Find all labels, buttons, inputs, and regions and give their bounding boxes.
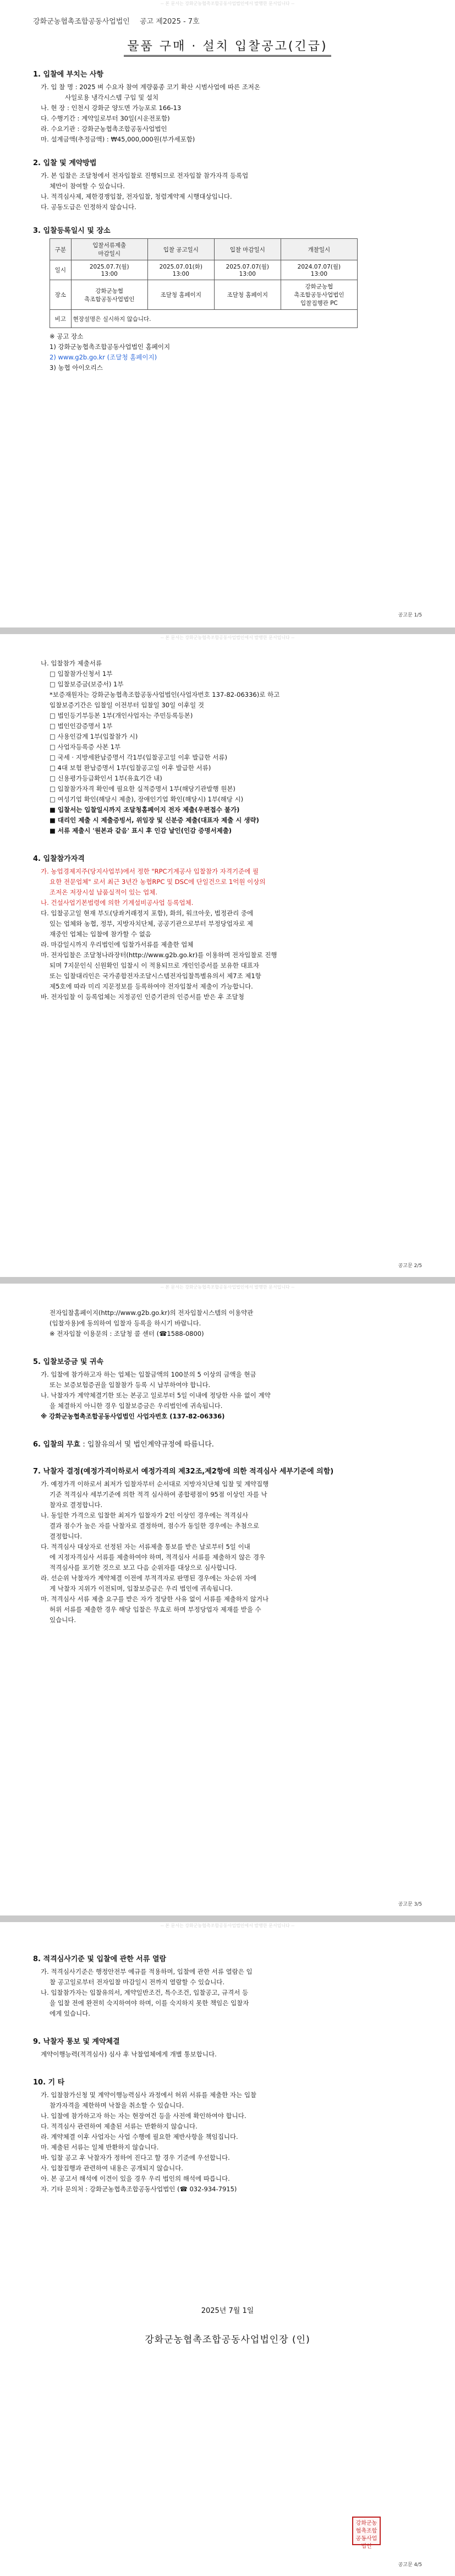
section-2-line: 가. 본 입찰은 조달청에서 전자입찰로 진행되므로 전자입찰 참가자격 등록업 <box>41 172 249 179</box>
list-item: □ 법인등기부등본 1부(개인사업자는 주민등록등본) <box>50 712 193 719</box>
section-4b-line: 전자입찰홈페이지(http://www.g2b.go.kr)의 전자입찰시스템의 이용약관 <box>50 1309 254 1317</box>
section-7-heading: 7. 낙찰자 결정(예정가격이하로서 예정가격의 제32조,제2항에 의한 적격심사 세부기준에 의함) <box>33 1467 334 1476</box>
section-4-line: 있는 업체와 농협, 정부, 지방자치단체, 공공기관으로부터 부정당업자로 제 <box>50 920 253 927</box>
section-7-line: 기준 적격심사 세부기준에 의한 적격 심사하여 종합평점이 95점 이상인 자를 낙 <box>50 1491 267 1498</box>
section-2-line: 체만이 참여할 수 있습니다. <box>50 182 125 190</box>
section-8-line: 가. 적격심사기준은 행정안전부 예규를 적용하며, 입찰에 관한 서류 열람은 입 <box>41 1968 253 1975</box>
section-10-line: 가. 입찰참가신청 및 계약이행능력심사 과정에서 허위 서류를 제출한 자는 입찰 <box>41 2091 257 2099</box>
watermark: -- 본 문서는 강화군농협촉조합공동사업법인에서 발행한 문서입니다 -- <box>160 1 295 6</box>
table-header: 개찰일시 <box>281 239 357 260</box>
section-5-line: 또는 보증보험증권을 입찰참가 등록 시 납부하여야 합니다. <box>50 1381 211 1389</box>
notes-line: ※ 공고 장소 <box>50 332 84 340</box>
watermark: -- 본 문서는 강화군농협촉조합공동사업법인에서 발행한 문서입니다 -- <box>160 635 295 640</box>
section-4-line: 가. 농업경제지주(당지사업부)에서 정한 "RPC기계공사 입찰참가 자격기준에 필 <box>41 867 259 875</box>
section-2-heading: 2. 입찰 및 계약방법 <box>33 159 97 167</box>
section-5-line: 가. 입찰에 참가하고자 하는 업체는 입찰금액의 100분의 5 이상의 금액을 현금 <box>41 1371 256 1378</box>
issue-date: 2025년 7월 1일 <box>201 2307 254 2315</box>
table-cell: 2024.07.07(월) 13:00 <box>281 260 357 280</box>
section-6-heading: 6. 입찰의 무효 : 입찰유의서 및 법인계약규정에 따름니다. <box>33 1440 214 1449</box>
document-page-2 <box>0 634 455 1277</box>
official-seal: 강화군농협촉조합공동사업법인 <box>352 2517 381 2545</box>
list-item: 입찰보증기간은 입찰일 이전부터 입찰일 30일 이후일 것 <box>50 701 204 709</box>
list-item: 나. 입찰참가 제출서류 <box>41 659 102 667</box>
list-item: □ 신용평가등급확인서 1부(유효기간 내) <box>50 774 162 782</box>
table-row <box>50 280 358 310</box>
section-8-heading: 8. 적격심사기준 및 입찰에 관한 서류 열람 <box>33 1955 167 1963</box>
table-cell: 장소 <box>50 280 72 310</box>
list-item: ■ 서류 제출시 '원본과 같음' 표시 후 인감 날인(인감 증명서제출) <box>50 827 232 834</box>
page-gap <box>0 1277 455 1284</box>
watermark: -- 본 문서는 강화군농협촉조합공동사업법인에서 발행한 문서입니다 -- <box>160 1923 295 1928</box>
section-1-line: 나. 현 장 : 인천시 강화군 양도면 가능포로 166-13 <box>41 104 182 112</box>
section-4-line: 조저온 저장시설 납품실적이 있는 업체. <box>50 888 158 896</box>
table-cell: 현장설명은 실시하지 않습니다. <box>71 310 357 328</box>
watermark: -- 본 문서는 강화군농협촉조합공동사업법인에서 발행한 문서입니다 -- <box>160 1285 295 1290</box>
section-2-line: 다. 공동도급은 인정하지 않습니다. <box>41 203 136 211</box>
section-4-line: 바. 전자입찰 이 등록업체는 지정공인 인증기관의 인증서를 받은 후 조달청 <box>41 993 244 1001</box>
section-10-line: 나. 입찰에 참가하고자 하는 자는 현장여건 등을 사전에 확인하여야 합니다. <box>41 2112 246 2120</box>
notes-line: 1) 강화군농협촉조합공동사업법인 홈페이지 <box>50 343 171 351</box>
list-item: *보증재원자는 강화군농협촉조합공동사업법인(사업자번호 137-82-06336)로 하고 <box>50 691 280 698</box>
table-header: 구분 <box>50 239 72 260</box>
section-4-line: 라. 마감일시까지 우리법인에 입찰가서류를 제출한 업체 <box>41 941 194 948</box>
section-7-line: 찰자로 결정합니다. <box>50 1501 103 1509</box>
section-10-line: 라. 계약체결 이후 사업자는 사업 수행에 필요한 제반사항을 책임집니다. <box>41 2133 238 2141</box>
section-10-line: 다. 적격심사 관련하여 제출된 서류는 반환하지 않습니다. <box>41 2122 198 2130</box>
section-4-line: 요한 전문업체" 로서 최근 3년간 농협RPC 및 DSC에 단일건으로 1억원 이상의 <box>50 878 266 886</box>
section-3-heading: 3. 입찰등록일시 및 장소 <box>33 227 111 235</box>
list-item: □ 사업자등록증 사본 1부 <box>50 743 121 751</box>
list-item: □ 4대 보험 완납증명서 1부(입찰공고일 이후 발급한 서류) <box>50 764 211 772</box>
section-10-line: 마. 제출된 서류는 일체 반환하지 않습니다. <box>41 2143 159 2151</box>
page-title: 물품 구매 · 설치 입찰공고(긴급) <box>33 37 422 54</box>
section-7-line: 있습니다. <box>50 1616 76 1624</box>
section-5-line: 나. 낙찰자가 계약체결기한 또는 본공고 일로부터 5일 이내에 정당한 사유 없이 계약 <box>41 1391 271 1399</box>
section-4b-line: (입찰자용)에 동의하여 입찰자 등록을 하시기 바랍니다. <box>50 1319 201 1327</box>
table-cell: 조달청 홈페이지 <box>214 280 281 310</box>
section-7-line: 가. 예정가격 이하로서 최저가 입찰자부터 순서대로 지방자치단체 입찰 및 계약집행 <box>41 1480 269 1488</box>
list-item: □ 입찰보증금(보증서) 1부 <box>50 680 124 688</box>
section-1-line: 사일로용 냉각시스템 구입 및 설치 <box>65 94 159 101</box>
section-8-line: 에게 있습니다. <box>50 2010 90 2017</box>
section-10-line: 아. 본 공고서 해석에 이견이 있을 경우 우리 법인의 해석에 따릅니다. <box>41 2175 230 2182</box>
list-item: ■ 대리인 제출 시 제출증빙서, 위임장 및 신분증 제출(대표자 제출 시 생략) <box>50 816 259 824</box>
list-item: □ 사용인감계 1부(입찰참가 시) <box>50 733 138 740</box>
section-4-heading: 4. 입찰참가자격 <box>33 855 85 863</box>
section-8-line: 나. 입찰참가자는 입찰유의서, 계약일반조건, 특수조건, 입찰공고, 규격서 등 <box>41 1989 249 1996</box>
header-number: 공고 제2025 - 7호 <box>139 18 200 26</box>
section-7-line: 결과 점수가 높은 자를 낙찰자로 결정하며, 점수가 동일한 경우에는 추첨으로 <box>50 1522 259 1530</box>
section-9-heading: 9. 낙찰자 통보 및 계약체결 <box>33 2038 120 2046</box>
section-8-line: 을 입찰 전에 완전히 숙지하여야 하며, 이를 숙지하지 못한 책임은 입찰자 <box>50 1999 249 2007</box>
g2b-link[interactable]: 2) www.g2b.go.kr (조달청 홈페이지) <box>50 353 157 361</box>
section-5-heading: 5. 입찰보증금 및 귀속 <box>33 1358 104 1366</box>
table-header-row <box>50 239 358 260</box>
section-10-line: 자. 기타 문의처 : 강화군농협촉조합공동사업법인 (☎ 032-934-7915) <box>41 2185 237 2193</box>
table-header: 입찰서류제출 마감일시 <box>71 239 147 260</box>
table-cell: 2025.07.7(월) 13:00 <box>71 260 147 280</box>
table-cell: 2025.07.07(월) 13:00 <box>214 260 281 280</box>
table-row <box>50 260 358 280</box>
section-10-line: 사. 입찰집행과 관련하여 내용은 공개되지 않습니다. <box>41 2164 183 2172</box>
section-5-line: ※ 강화군농협촉조합공동사업법인 사업자번호 (137-82-06336) <box>41 1412 225 1420</box>
section-7-line: 라. 선순위 낙찰자가 계약체결 이전에 부적격자로 판명된 경우에는 차순위 자에 <box>41 1574 257 1582</box>
table-cell: 조달청 홈페이지 <box>147 280 214 310</box>
section-10-heading: 10. 기 타 <box>33 2078 65 2087</box>
page-number: 공고문 2/5 <box>398 1263 422 1269</box>
section-4-line: 재중인 업체는 입찰에 참가할 수 없음 <box>50 930 151 938</box>
section-2-line: 나. 적격심사제, 제한경쟁입찰, 전자입찰, 청렴계약제 시행대상입니다. <box>41 193 232 200</box>
table-header: 입찰 공고일시 <box>147 239 214 260</box>
table-row <box>50 310 358 328</box>
doc-header <box>33 15 422 26</box>
list-item: □ 국세 · 지방세완납증명서 각1부(입찰공고일 이후 발급한 서류) <box>50 754 228 761</box>
section-7-line: 마. 적격심사 서류 제출 요구를 받은 자가 정당한 사유 없이 서류를 제출하지 않거나 <box>41 1595 269 1603</box>
section-10-line: 참가자격을 제한하며 낙찰을 취소할 수 있습니다. <box>50 2102 184 2109</box>
page-gap <box>0 1915 455 1922</box>
section-1-line: 마. 설계금액(추정금액) : ₩45,000,000원(부가세포함) <box>41 135 195 143</box>
document-page-3 <box>0 1284 455 1915</box>
section-7-line: 나. 동일한 가격으로 입찰한 최저가 입찰자가 2인 이상인 경우에는 적격심사 <box>41 1511 249 1519</box>
table-cell: 비고 <box>50 310 72 328</box>
list-item: □ 입찰참가자격 확인에 필요한 실적증명서 1부(해당기관발행 원본) <box>50 785 235 793</box>
section-4-line: 나. 건설사업기본법령에 의한 기계설비공사업 등록업체. <box>41 899 194 907</box>
list-item: □ 법인인감증명서 1부 <box>50 722 113 730</box>
section-7-line: 게 낙찰자 지위가 이전되며, 입찰보증금은 우리 법인에 귀속됩니다. <box>50 1585 233 1592</box>
schedule-table <box>50 238 358 328</box>
section-1-line: 다. 수행기간 : 계약일로부터 30일(시운전포함) <box>41 114 170 122</box>
section-1-line: 가. 입 찰 명 : 2025 벼 수요자 참여 계량품종 코기 확산 시범사업에 따른 조저온 <box>41 83 261 91</box>
list-item: ■ 입찰서는 입찰일시까지 조달청홈페이지 전자 제출(우편접수 불가) <box>50 806 240 814</box>
section-4-line: 또는 입찰대리인은 국가종합전자조달시스템전자입찰특별유의서 제7조 제1항 <box>50 972 261 980</box>
table-cell: 일시 <box>50 260 72 280</box>
document-page-4 <box>0 1922 455 2576</box>
section-4-line: 되며 7지문인식 신원확인 입찰시 이 적용되므로 개인인증서를 보유한 대표자 <box>50 962 259 969</box>
notes-line: 3) 농협 아이오리스 <box>50 364 103 372</box>
section-9-line: 계약이행능력(적격심사) 심사 후 낙찰업체에게 개별 통보합니다. <box>41 2050 217 2058</box>
list-item: □ 여성기업 확인(해당시 제출), 장애인기업 확인(해당시) 1부(해당 시) <box>50 795 244 803</box>
list-item: □ 입찰참가신청서 1부 <box>50 670 113 678</box>
section-8-line: 찰 공고일로부터 전자입찰 마감일시 전까지 열람할 수 있습니다. <box>50 1978 225 1986</box>
page-gap <box>0 627 455 634</box>
document-page-1 <box>0 0 455 627</box>
page-number: 공고문 1/5 <box>398 613 422 618</box>
section-7-line: 결정합니다. <box>50 1532 83 1540</box>
section-7-line: 에 지정자격심사 서류를 제출하여야 하며, 적격심사 서류를 제출하지 않은 경우 <box>50 1553 266 1561</box>
section-1-line: 라. 수요기관 : 강화군농협촉조합공동사업법인 <box>41 125 167 133</box>
section-4-line: 제5호에 따라 미리 지문정보를 등록하여야 전자입찰서 제출이 가능합니다. <box>50 983 253 990</box>
table-cell: 강화군농협 촉조합공동사업법인 <box>71 280 147 310</box>
section-7-line: 적격심사를 포기한 것으로 보고 다음 순위자를 대상으로 심사합니다. <box>50 1564 237 1571</box>
section-4-line: 마. 전자입찰은 조달청나라장터(http://www.g2b.go.kr)를 이용하며 전자입찰로 진행 <box>41 951 277 959</box>
header-org: 강화군농협촉조합공동사업법인 <box>33 18 130 26</box>
section-4b-line: ※ 전자입찰 이용문의 : 조달청 콜 센터 (☎1588-0800) <box>50 1330 204 1338</box>
section-4-line: 다. 입찰공고일 현재 부도(당좌거래정지 포함), 화의, 워크아웃, 법정관리 중에 <box>41 909 254 917</box>
section-10-line: 바. 입찰 공고 후 낙찰자가 정하여 진다고 할 경우 기준에 우선합니다. <box>41 2154 230 2162</box>
section-7-line: 다. 적격심사 대상자로 선정된 자는 서류제출 통보를 받은 날로부터 5일 이내 <box>41 1543 250 1551</box>
table-cell: 2025.07.01(화) 13:00 <box>147 260 214 280</box>
signature-line: 강화군농협촉조합공동사업법인장 (인) <box>145 2334 310 2345</box>
page-number: 공고문 3/5 <box>398 1902 422 1907</box>
notes-line <box>50 352 422 363</box>
section-1-heading: 1. 입찰에 부치는 사항 <box>33 70 104 79</box>
section-5-line: 을 체결하지 아니한 경우 입찰보증금은 우리법인에 귀속됩니다. <box>50 1402 223 1410</box>
page-number: 공고문 4/5 <box>398 2562 422 2568</box>
table-cell: 강화군농협 촉조합공동사업법인 입찰집행관 PC <box>281 280 357 310</box>
table-header: 입찰 마감일시 <box>214 239 281 260</box>
section-7-line: 허위 서류를 제출한 경우 해당 입찰은 무효로 하며 부정당업자 제재를 받을 수 <box>50 1606 261 1613</box>
